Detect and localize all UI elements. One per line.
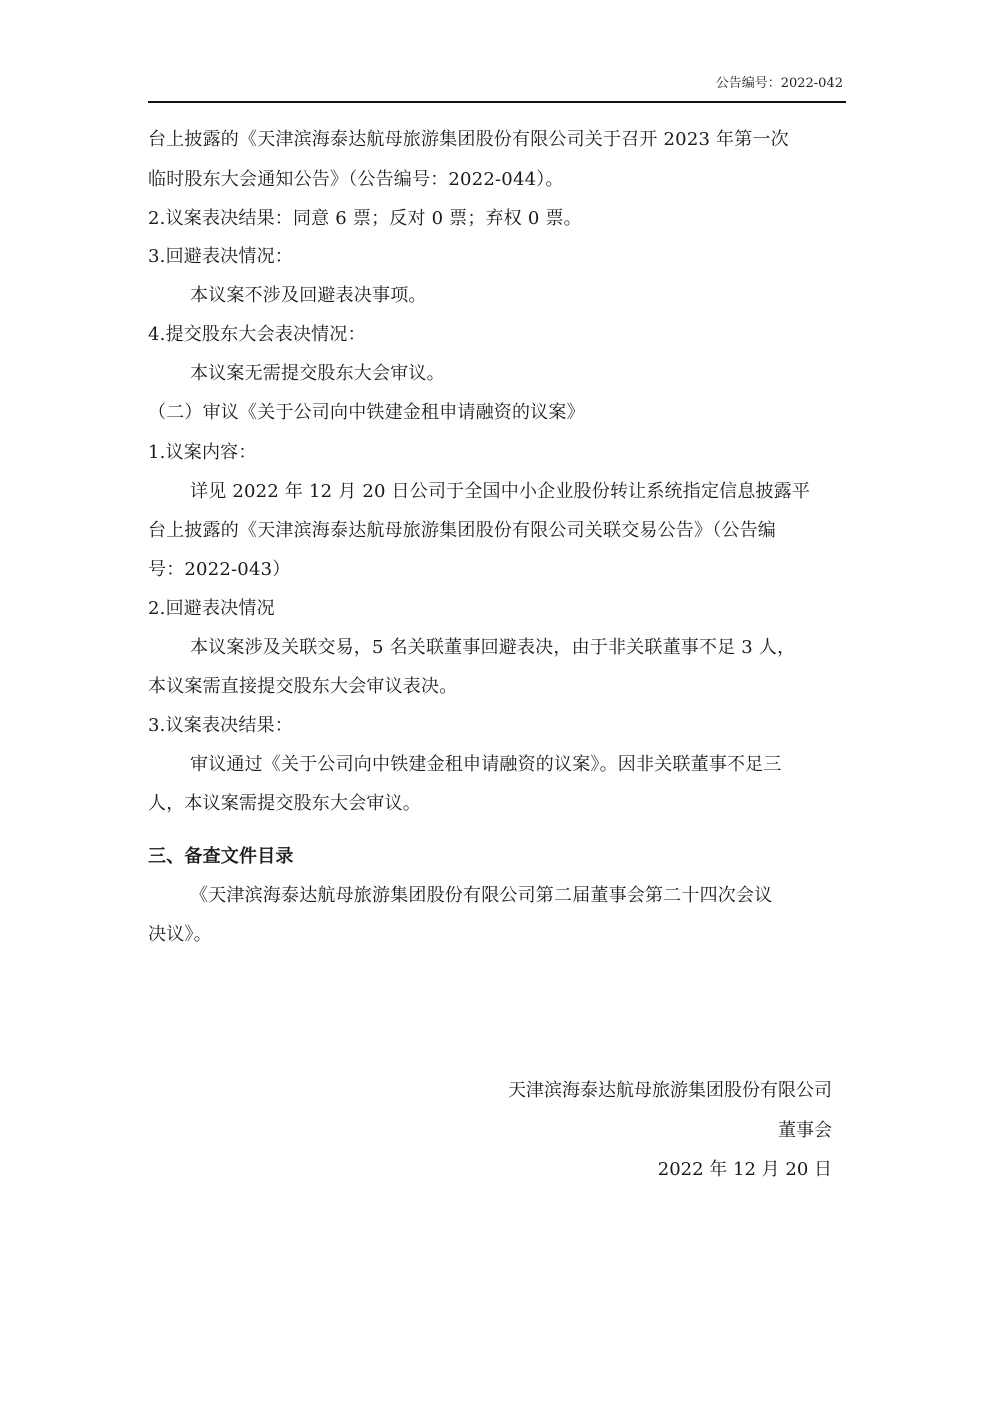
body-line: 决议》。 xyxy=(148,924,212,945)
item-heading: 3.议案表决结果： xyxy=(148,715,293,736)
item-heading: 4.提交股东大会表决情况： xyxy=(148,324,366,345)
item-heading: 1.议案内容： xyxy=(148,442,257,463)
section-title: 三、备查文件目录 xyxy=(148,846,294,867)
body-line: 台上披露的《天津滨海泰达航母旅游集团股份有限公司关联交易公告》（公告编 xyxy=(148,520,776,541)
signature-board: 董事会 xyxy=(778,1120,832,1141)
body-line: 本议案需直接提交股东大会审议表决。 xyxy=(148,676,458,697)
header-rule xyxy=(148,101,846,103)
item-heading: 3.回避表决情况： xyxy=(148,246,293,267)
body-line: 本议案不涉及回避表决事项。 xyxy=(190,285,427,306)
body-line: 号：2022-043） xyxy=(148,559,291,580)
body-line: 审议通过《关于公司向中铁建金租申请融资的议案》。因非关联董事不足三 xyxy=(190,754,782,775)
body-line: 《天津滨海泰达航母旅游集团股份有限公司第二届董事会第二十四次会议 xyxy=(190,885,773,906)
item-heading: 2.回避表决情况 xyxy=(148,598,275,619)
motion-heading: （二）审议《关于公司向中铁建金租申请融资的议案》 xyxy=(148,402,585,423)
body-line: 本议案涉及关联交易，5 名关联董事回避表决，由于非关联董事不足 3 人， xyxy=(190,637,796,658)
body-line: 详见 2022 年 12 月 20 日公司于全国中小企业股份转让系统指定信息披露平 xyxy=(190,481,811,502)
body-line: 临时股东大会通知公告》（公告编号：2022-044）。 xyxy=(148,169,564,190)
body-line: 本议案无需提交股东大会审议。 xyxy=(190,363,445,384)
vote-result: 2.议案表决结果：同意 6 票；反对 0 票；弃权 0 票。 xyxy=(148,208,582,229)
signature-company: 天津滨海泰达航母旅游集团股份有限公司 xyxy=(508,1080,832,1101)
body-line: 人，本议案需提交股东大会审议。 xyxy=(148,793,421,814)
body-line: 台上披露的《天津滨海泰达航母旅游集团股份有限公司关于召开 2023 年第一次 xyxy=(148,129,789,150)
announcement-number: 公告编号：2022-042 xyxy=(715,76,843,91)
signature-date: 2022 年 12 月 20 日 xyxy=(657,1159,832,1180)
